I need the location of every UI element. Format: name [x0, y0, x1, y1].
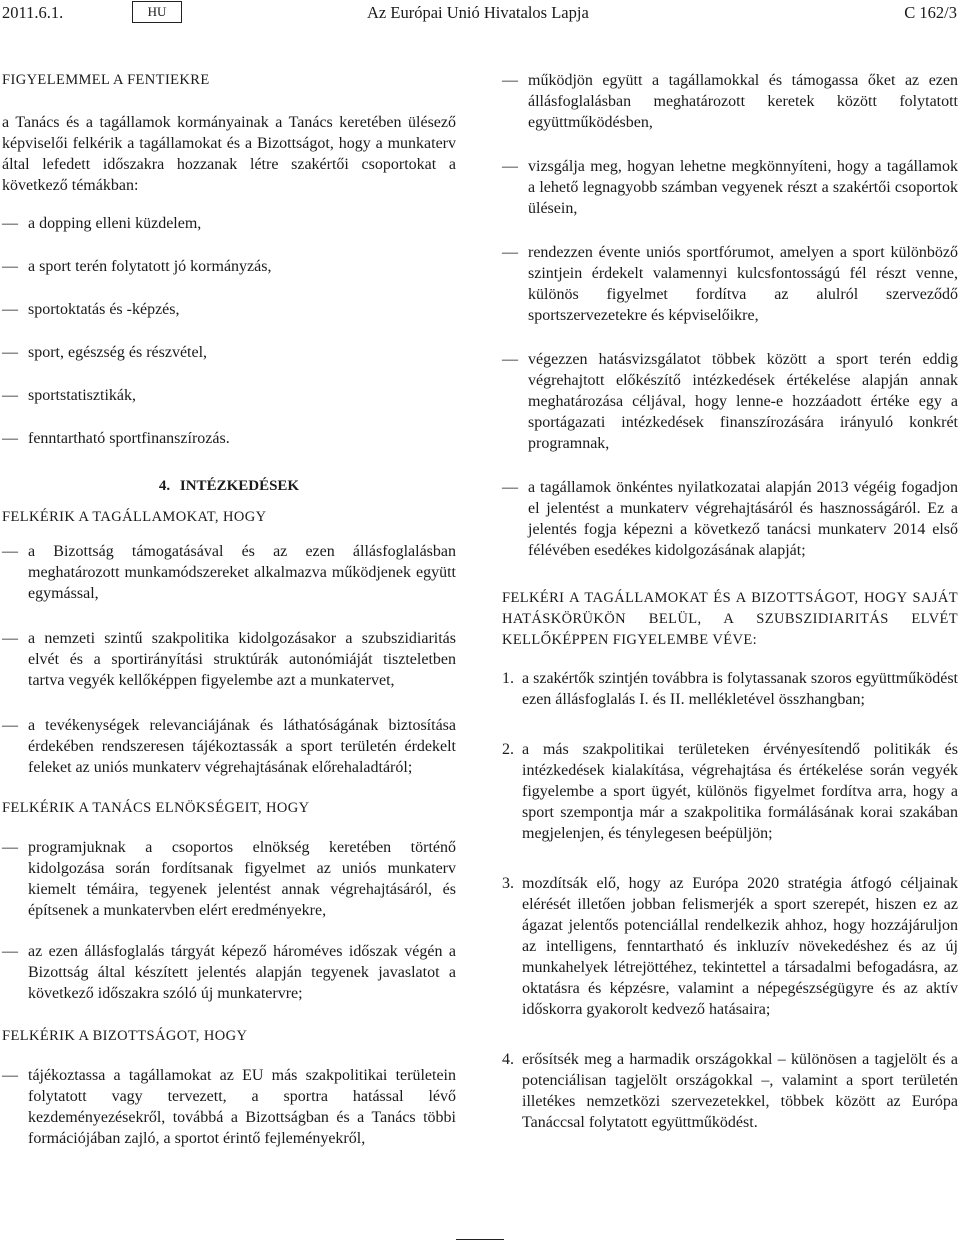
numbered-item	[502, 1049, 958, 1133]
joint-list	[502, 668, 958, 1133]
presidency-list	[2, 837, 456, 1004]
journal-title: Az Európai Unió Hivatalos Lapja	[367, 3, 589, 22]
list-item	[2, 299, 456, 320]
item-text: működjön együtt a tagállamokkal és támogassa őket az ezen állásfoglalásban meghatározott keretek között folytatott együttműködésben,	[528, 72, 958, 131]
dash-bullet: —	[2, 717, 18, 734]
dash-bullet: —	[2, 258, 18, 275]
dash-bullet: —	[2, 943, 18, 960]
commission-heading: FELKÉRIK A BIZOTTSÁGOT, HOGY	[2, 1028, 248, 1044]
item-text: a nemzeti szintű szakpolitika kidolgozásakor a szubszidiaritás elvét és a sportirányítási struktúrák autonómiáját tiszteletben tartva vegyék kellőképpen figyelembe azt a munkatervet,	[28, 630, 456, 689]
presidency-heading: FELKÉRIK A TANÁCS ELNÖKSÉGEIT, HOGY	[2, 800, 310, 816]
list-item	[502, 156, 958, 219]
list-item	[2, 628, 456, 691]
dash-bullet: —	[2, 344, 18, 361]
section-number: 4.	[158, 478, 171, 494]
member-states-heading: FELKÉRIK A TAGÁLLAMOKAT, HOGY	[2, 509, 267, 525]
item-number: 1.	[502, 670, 514, 687]
item-text: a más szakpolitikai területeken érvényesítendő politikák és intézkedések kialakítása, végrehajtása és értékelése során vegyék figyelembe a sport ügyét, különös figyelmet fordítva arra, hogy a sport szempontja már a szakpolitika formálásának korai szakában megjelenjen, és ténylegesen beépüljön;	[522, 741, 958, 842]
section-title: INTÉZKEDÉSEK	[179, 478, 300, 494]
numbered-item	[502, 739, 958, 844]
dash-bullet: —	[502, 72, 518, 89]
topic-text: a sport terén folytatott jó kormányzás,	[28, 258, 272, 275]
section-heading	[2, 476, 456, 497]
item-number: 2.	[502, 741, 514, 758]
topic-list	[2, 213, 456, 449]
list-item	[2, 1065, 456, 1149]
list-item	[2, 342, 456, 363]
item-text: a tagállamok önkéntes nyilatkozatai alapján 2013 végéig fogadjon el jelentést a munkaterv végrehajtásáról és hasznosságáról. Ez a jelentés fogja képezni a következő tanácsi munkaterv 2014 első félévében esedékes kidolgozásának alapját;	[528, 479, 958, 559]
member-states-list	[2, 541, 456, 778]
commission-list	[2, 1065, 456, 1149]
list-item	[2, 941, 456, 1004]
topic-text: sportoktatás és -képzés,	[28, 301, 180, 318]
list-item	[2, 256, 456, 277]
numbered-item	[502, 668, 958, 710]
intro-paragraph: a Tanács és a tagállamok kormányainak a Tanács keretében ülésező képviselői felkérik a tagállamokat és a Bizottságot, hogy a munkaterv által lefedett időszakra hozzanak létre szakértői csoportokat a következő témákban:	[2, 114, 456, 194]
list-item	[502, 70, 958, 133]
dash-bullet: —	[2, 1067, 18, 1084]
dash-bullet: —	[2, 630, 18, 647]
item-text: vizsgálja meg, hogyan lehetne megkönnyíteni, hogy a tagállamok a lehető legnagyobb számban vegyenek részt a szakértői csoportok ülésein,	[528, 158, 958, 217]
language-code-box: HU	[132, 1, 182, 23]
page-reference: C 162/3	[904, 3, 957, 22]
page-header	[0, 2, 960, 24]
item-text: végezzen hatásvizsgálatot többek között a sport terén eddig végrehajtott előkészítő intézkedések értékelése alapján annak meghatározása céljával, hogy lenne-e hozzáadott értéke egy a sportágazati intézkedések finanszírozására irányuló konkrét programnak,	[528, 351, 958, 452]
topic-text: fenntartható sportfinanszírozás.	[28, 430, 230, 447]
dash-bullet: —	[502, 479, 518, 496]
dash-bullet: —	[2, 301, 18, 318]
right-column	[502, 70, 958, 1133]
list-item	[2, 428, 456, 449]
list-item	[502, 242, 958, 326]
topic-text: a dopping elleni küzdelem,	[28, 215, 202, 232]
dash-bullet: —	[2, 543, 18, 560]
item-text: a tevékenységek relevanciájának és láthatóságának biztosítása érdekében rendszeresen tájékoztassák a sport területén érdekelt feleket az uniós munkaterv végrehajtásának előrehaladtáról;	[28, 717, 456, 776]
item-text: a szakértők szintjén továbbra is folytassanak szoros együttműködést ezen állásfoglalás I. és II. mellékletével összhangban;	[522, 670, 958, 708]
item-text: programjuknak a csoportos elnökség keretében történő kidolgozása során fordítsanak figyelmet az uniós munkaterv kiemelt témáira, tegyenek jelentést annak végrehajtásáról, és építsenek a munkatervben elért eredményekre,	[28, 839, 456, 919]
dash-bullet: —	[502, 244, 518, 261]
dash-bullet: —	[2, 215, 18, 232]
numbered-item	[502, 873, 958, 1020]
dash-bullet: —	[2, 839, 18, 856]
item-text: a Bizottság támogatásával és az ezen állásfoglalásban meghatározott munkamódszereket alkalmazva működjenek együtt egymással,	[28, 543, 456, 602]
item-text: tájékoztassa a tagállamokat az EU más szakpolitikai területein folytatott vagy tervezett, a sportra hatással lévő kezdeményezésekről, továbbá a Bizottságban és a Tanács többi formációjában zajló, a sportot érintő fejleményekről,	[28, 1067, 456, 1147]
list-item	[2, 715, 456, 778]
left-column	[2, 70, 456, 1149]
topic-text: sport, egészség és részvétel,	[28, 344, 208, 361]
item-text: erősítsék meg a harmadik országokkal – különösen a tagjelölt és a potenciálisan tagjelölt országokkal –, valamint a sport területén illetékes nemzetközi szervezetekkel, többek között az Európa Tanáccsal folytatott együttműködést.	[522, 1051, 958, 1131]
item-text: mozdítsák elő, hogy az Európa 2020 stratégia átfogó céljainak elérését illetően jobban felismerjék a sport szerepét, hiszen ez az ágazat jelentős potenciállal rendelkezik ahhoz, hogy hozzájáruljon az intelligens, fenntartható és inkluzív növekedéshez és az új munkahelyek létrejöttéhez, tekintettel a társadalmi befogadásra, az oktatásra és képzésre, valamint a népegészségügyre és az aktív időskorra gyakorolt kedvező hatásaira;	[522, 875, 958, 1018]
list-item	[2, 541, 456, 604]
intro-heading: FIGYELEMMEL A FENTIEKRE	[2, 72, 210, 88]
list-item	[2, 213, 456, 234]
joint-heading: FELKÉRI A TAGÁLLAMOKAT ÉS A BIZOTTSÁGOT, HOGY SAJÁT HATÁSKÖRÜKÖN BELÜL, A SZUBSZIDIARITÁS ELVÉT KELLŐKÉPPEN FIGYELEMBE VÉVE:	[502, 590, 958, 648]
list-item	[502, 349, 958, 454]
item-text: az ezen állásfoglalás tárgyát képező hároméves időszak végén a Bizottság által készített jelentés alapján tegyenek javaslatot a következő időszakra szóló új munkatervre;	[28, 943, 456, 1002]
topic-text: sportstatisztikák,	[28, 387, 136, 404]
item-number: 3.	[502, 875, 514, 892]
dash-bullet: —	[2, 387, 18, 404]
item-text: rendezzen évente uniós sportfórumot, amelyen a sport különböző szintjein érdekelt valamennyi kulcsfontosságú fél részt venne, különös figyelmet fordítva az alulról szerveződő sportszervezetekre és képviselőikre,	[528, 244, 958, 324]
commission-list-continued	[502, 70, 958, 561]
list-item	[502, 477, 958, 561]
dash-bullet: —	[2, 430, 18, 447]
publication-date: 2011.6.1.	[2, 3, 64, 22]
list-item	[2, 385, 456, 406]
footer-divider	[456, 1239, 504, 1240]
list-item	[2, 837, 456, 921]
dash-bullet: —	[502, 351, 518, 368]
dash-bullet: —	[502, 158, 518, 175]
item-number: 4.	[502, 1051, 514, 1068]
